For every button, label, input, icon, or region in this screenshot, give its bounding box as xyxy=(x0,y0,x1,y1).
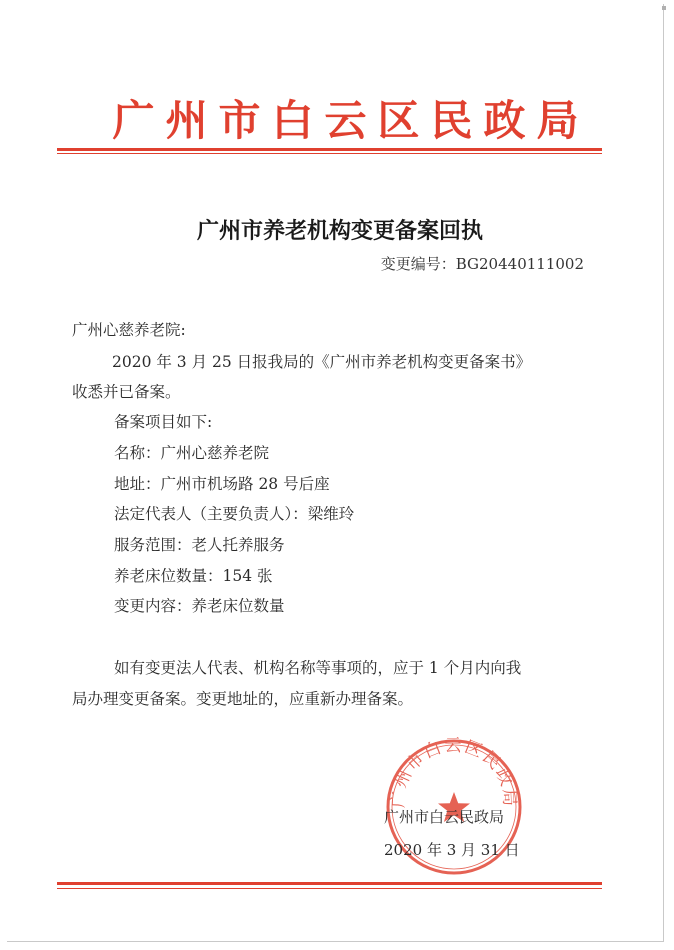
item-value: 广州市机场路 28 号后座 xyxy=(160,475,330,493)
footer-rule-thick xyxy=(57,882,602,885)
items-heading: 备案项目如下: xyxy=(114,413,213,431)
stamp-text: 广州市白云区民政局 xyxy=(388,737,520,809)
intro-line-1: 2020 年 3 月 25 日报我局的《广州市养老机构变更备案书》 xyxy=(112,353,532,371)
item-label: 法定代表人（主要负责人）： xyxy=(114,505,308,523)
document-title: 广州市养老机构变更备案回执 xyxy=(196,219,483,244)
agency-header-title: 广州市白云区民政局 xyxy=(112,96,590,145)
item-service-scope xyxy=(114,533,285,555)
notice-line-1: 如有变更法人代表、机构名称等事项的，应于 1 个月内向我 xyxy=(114,659,522,677)
header-rule-thick xyxy=(57,148,602,151)
notice-line-2: 局办理变更备案。变更地址的，应重新办理备案。 xyxy=(72,690,414,708)
item-legal-representative xyxy=(114,502,354,524)
item-value: 养老床位数量 xyxy=(191,597,285,615)
signature-date: 2020 年 3 月 31 日 xyxy=(384,841,520,859)
item-address xyxy=(114,472,330,494)
item-value: 广州心慈养老院 xyxy=(160,444,270,462)
item-value: 梁维玲 xyxy=(307,505,355,523)
item-label: 名称： xyxy=(114,444,161,462)
item-value: 154 张 xyxy=(222,567,273,585)
signature-issuer: 广州市白云民政局 xyxy=(384,808,505,826)
header-rule-thin xyxy=(57,153,602,154)
item-label: 服务范围： xyxy=(114,536,192,554)
item-name xyxy=(114,441,269,463)
item-value: 老人托养服务 xyxy=(191,536,285,554)
corner-mark xyxy=(662,6,666,10)
change-number-value: BG20440111002 xyxy=(455,255,584,273)
change-number xyxy=(381,253,584,274)
item-label: 地址： xyxy=(114,475,161,493)
item-change-content xyxy=(114,594,285,616)
intro-line-2: 收悉并已备案。 xyxy=(72,383,181,401)
item-label: 变更内容： xyxy=(114,597,192,615)
item-label: 养老床位数量： xyxy=(114,567,223,585)
footer-rule-thin xyxy=(57,888,602,889)
salutation: 广州心慈养老院: xyxy=(72,321,186,339)
change-number-label: 变更编号： xyxy=(380,255,456,273)
item-bed-count xyxy=(114,564,273,586)
